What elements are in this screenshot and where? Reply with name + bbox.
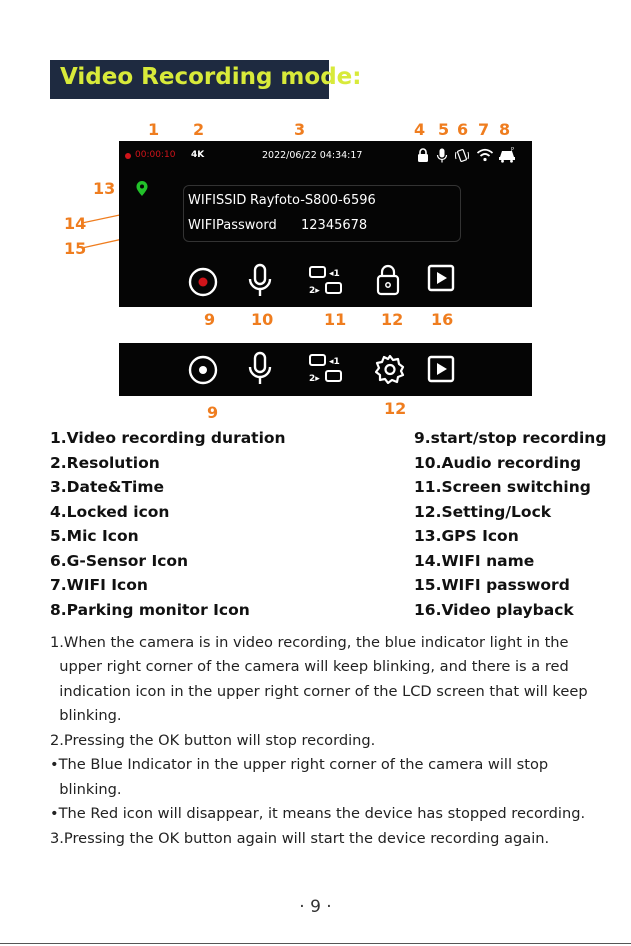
callout-15: 15 [64, 239, 87, 258]
callout-10: 10 [251, 310, 274, 329]
legend-item: 9.start/stop recording [414, 429, 607, 447]
svg-text:2▸: 2▸ [309, 374, 320, 384]
svg-text:2▸: 2▸ [309, 286, 320, 296]
audio-record-button[interactable] [247, 263, 273, 299]
svg-text:◂1: ◂1 [329, 269, 340, 279]
section-title: Video Recording mode: [60, 64, 362, 90]
svg-text:P: P [511, 147, 515, 153]
legend-item: 4.Locked icon [50, 503, 170, 521]
camera-button-bar-stopped [119, 343, 532, 396]
paragraph-line: blinking. [50, 781, 122, 798]
paragraph-line: indication icon in the upper right corner of the LCD screen that will keep [50, 683, 588, 700]
legend-item: 6.G-Sensor Icon [50, 552, 189, 570]
paragraph-line: upper right corner of the camera will keep blinking, and there is a red [50, 658, 569, 675]
bottom-divider [0, 943, 631, 944]
paragraph-line: 1.When the camera is in video recording, the blue indicator light in the [50, 634, 569, 651]
screen-switch-button[interactable] [307, 351, 345, 387]
resolution-label: 4K [191, 150, 205, 160]
legend-item: 1.Video recording duration [50, 429, 286, 447]
legend-item: 10.Audio recording [414, 454, 582, 472]
paragraph-line: •The Blue Indicator in the upper right corner of the camera will stop [50, 756, 549, 773]
record-button[interactable] [187, 354, 219, 386]
recording-duration: 00:00:10 [135, 150, 176, 160]
callout-12-lower: 12 [384, 399, 407, 418]
camera-screen-recording [119, 141, 532, 307]
wifi-password-label: WIFIPassword [188, 218, 277, 233]
g-sensor-icon [454, 148, 470, 163]
playback-button[interactable] [427, 355, 455, 383]
callout-4: 4 [414, 120, 426, 139]
callout-5: 5 [438, 120, 450, 139]
callout-8: 8 [499, 120, 511, 139]
lock-button[interactable] [375, 263, 401, 297]
callout-11: 11 [324, 310, 347, 329]
legend-item: 15.WIFI password [414, 576, 570, 594]
lock-icon [416, 148, 430, 163]
record-button[interactable] [187, 266, 219, 298]
wifi-ssid-label: WIFISSID [188, 193, 247, 208]
wifi-ssid-value: Rayfoto-S800-6596 [250, 193, 376, 208]
callout-9: 9 [204, 310, 216, 329]
mic-icon [436, 148, 448, 163]
audio-record-button[interactable] [247, 351, 273, 387]
callout-9-lower: 9 [207, 403, 219, 422]
datetime-label: 2022/06/22 04:34:17 [262, 150, 363, 161]
screen-switch-button[interactable] [307, 263, 345, 299]
legend-item: 2.Resolution [50, 454, 160, 472]
playback-button[interactable] [427, 264, 455, 292]
gps-icon [135, 181, 149, 197]
paragraph-line: 2.Pressing the OK button will stop recording. [50, 732, 376, 749]
legend-item: 11.Screen switching [414, 478, 591, 496]
callout-13: 13 [93, 179, 116, 198]
legend-item: 14.WIFI name [414, 552, 535, 570]
wifi-password-value: 12345678 [301, 218, 368, 233]
recording-dot-icon [125, 153, 131, 159]
legend-item: 3.Date&Time [50, 478, 164, 496]
callout-7: 7 [478, 120, 490, 139]
callout-14: 14 [64, 214, 87, 233]
callout-2: 2 [193, 120, 205, 139]
callout-16: 16 [431, 310, 454, 329]
legend-item: 8.Parking monitor Icon [50, 601, 250, 619]
callout-6: 6 [457, 120, 469, 139]
paragraph-line: 3.Pressing the OK button again will start the device recording again. [50, 830, 550, 847]
legend-item: 16.Video playback [414, 601, 574, 619]
parking-monitor-icon [498, 146, 516, 163]
svg-text:◂1: ◂1 [329, 357, 340, 367]
legend-item: 7.WIFI Icon [50, 576, 148, 594]
legend-item: 5.Mic Icon [50, 527, 139, 545]
legend-item: 13.GPS Icon [414, 527, 519, 545]
callout-12: 12 [381, 310, 404, 329]
settings-gear-button[interactable] [375, 354, 405, 384]
paragraph-line: blinking. [50, 707, 122, 724]
page-number: · 9 · [299, 897, 332, 917]
paragraph-line: •The Red icon will disappear, it means the device has stopped recording. [50, 805, 586, 822]
legend-item: 12.Setting/Lock [414, 503, 552, 521]
callout-1: 1 [148, 120, 160, 139]
callout-3: 3 [294, 120, 306, 139]
wifi-icon [476, 148, 494, 162]
